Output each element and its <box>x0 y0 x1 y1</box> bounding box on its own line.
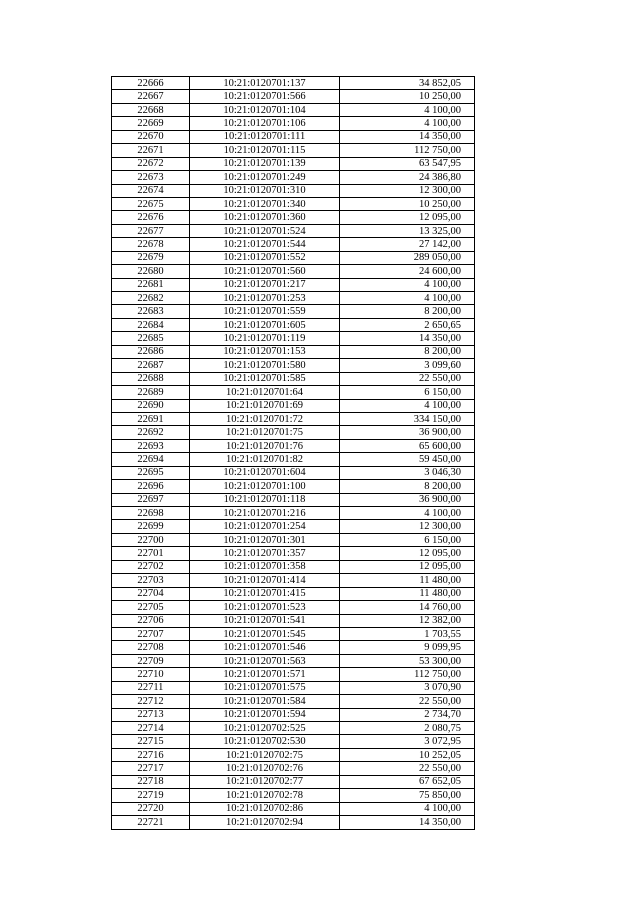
row-number-cell: 22720 <box>112 802 190 815</box>
table-row <box>112 453 475 466</box>
table-row <box>112 722 475 735</box>
cadastral-number-cell: 10:21:0120701:72 <box>190 412 340 425</box>
table-row <box>112 372 475 385</box>
cadastral-number-cell: 10:21:0120701:566 <box>190 90 340 103</box>
cadastral-number-cell: 10:21:0120701:115 <box>190 144 340 157</box>
cadastral-number-cell: 10:21:0120701:545 <box>190 627 340 640</box>
row-number-cell: 22686 <box>112 345 190 358</box>
table-row <box>112 668 475 681</box>
row-number-cell: 22684 <box>112 318 190 331</box>
row-number-cell: 22669 <box>112 117 190 130</box>
table-row <box>112 211 475 224</box>
row-number-cell: 22698 <box>112 507 190 520</box>
table-row <box>112 493 475 506</box>
row-number-cell: 22710 <box>112 668 190 681</box>
table-row <box>112 654 475 667</box>
cadastral-number-cell: 10:21:0120701:249 <box>190 171 340 184</box>
table-row <box>112 520 475 533</box>
amount-cell: 8 200,00 <box>340 480 475 493</box>
cadastral-number-cell: 10:21:0120701:69 <box>190 399 340 412</box>
table-row <box>112 816 475 829</box>
row-number-cell: 22696 <box>112 480 190 493</box>
row-number-cell: 22668 <box>112 103 190 116</box>
amount-cell: 22 550,00 <box>340 372 475 385</box>
cadastral-number-cell: 10:21:0120701:254 <box>190 520 340 533</box>
row-number-cell: 22701 <box>112 547 190 560</box>
amount-cell: 4 100,00 <box>340 399 475 412</box>
amount-cell: 14 350,00 <box>340 332 475 345</box>
table-row <box>112 292 475 305</box>
amount-cell: 14 350,00 <box>340 130 475 143</box>
table-row <box>112 386 475 399</box>
table-row <box>112 789 475 802</box>
row-number-cell: 22712 <box>112 695 190 708</box>
table-row <box>112 681 475 694</box>
cadastral-number-cell: 10:21:0120702:75 <box>190 748 340 761</box>
row-number-cell: 22707 <box>112 627 190 640</box>
amount-cell: 75 850,00 <box>340 789 475 802</box>
row-number-cell: 22695 <box>112 466 190 479</box>
cadastral-number-cell: 10:21:0120701:559 <box>190 305 340 318</box>
row-number-cell: 22690 <box>112 399 190 412</box>
amount-cell: 14 350,00 <box>340 816 475 829</box>
table-row <box>112 77 475 90</box>
data-table <box>111 76 475 830</box>
cadastral-number-cell: 10:21:0120701:552 <box>190 251 340 264</box>
amount-cell: 9 099,95 <box>340 641 475 654</box>
table-row <box>112 762 475 775</box>
cadastral-number-cell: 10:21:0120701:563 <box>190 654 340 667</box>
cadastral-number-cell: 10:21:0120701:358 <box>190 560 340 573</box>
table-row <box>112 171 475 184</box>
row-number-cell: 22680 <box>112 265 190 278</box>
row-number-cell: 22699 <box>112 520 190 533</box>
table-row <box>112 345 475 358</box>
amount-cell: 12 095,00 <box>340 547 475 560</box>
amount-cell: 27 142,00 <box>340 238 475 251</box>
amount-cell: 4 100,00 <box>340 802 475 815</box>
amount-cell: 67 652,05 <box>340 775 475 788</box>
row-number-cell: 22711 <box>112 681 190 694</box>
row-number-cell: 22709 <box>112 654 190 667</box>
amount-cell: 13 325,00 <box>340 224 475 237</box>
table-row <box>112 426 475 439</box>
row-number-cell: 22670 <box>112 130 190 143</box>
amount-cell: 4 100,00 <box>340 507 475 520</box>
cadastral-number-cell: 10:21:0120701:64 <box>190 386 340 399</box>
amount-cell: 6 150,00 <box>340 533 475 546</box>
table-row <box>112 574 475 587</box>
row-number-cell: 22689 <box>112 386 190 399</box>
amount-cell: 3 099,60 <box>340 359 475 372</box>
row-number-cell: 22681 <box>112 278 190 291</box>
table-row <box>112 480 475 493</box>
cadastral-number-cell: 10:21:0120701:357 <box>190 547 340 560</box>
cadastral-number-cell: 10:21:0120701:580 <box>190 359 340 372</box>
cadastral-number-cell: 10:21:0120701:560 <box>190 265 340 278</box>
amount-cell: 24 600,00 <box>340 265 475 278</box>
amount-cell: 2 734,70 <box>340 708 475 721</box>
amount-cell: 22 550,00 <box>340 762 475 775</box>
table-row <box>112 318 475 331</box>
cadastral-number-cell: 10:21:0120702:525 <box>190 722 340 735</box>
row-number-cell: 22693 <box>112 439 190 452</box>
table-row <box>112 695 475 708</box>
amount-cell: 10 250,00 <box>340 90 475 103</box>
table-row <box>112 224 475 237</box>
cadastral-number-cell: 10:21:0120701:575 <box>190 681 340 694</box>
row-number-cell: 22694 <box>112 453 190 466</box>
row-number-cell: 22672 <box>112 157 190 170</box>
amount-cell: 53 300,00 <box>340 654 475 667</box>
cadastral-number-cell: 10:21:0120701:604 <box>190 466 340 479</box>
cadastral-number-cell: 10:21:0120701:544 <box>190 238 340 251</box>
table-row <box>112 735 475 748</box>
amount-cell: 3 046,30 <box>340 466 475 479</box>
amount-cell: 12 300,00 <box>340 520 475 533</box>
amount-cell: 11 480,00 <box>340 574 475 587</box>
row-number-cell: 22678 <box>112 238 190 251</box>
amount-cell: 65 600,00 <box>340 439 475 452</box>
amount-cell: 3 070,90 <box>340 681 475 694</box>
cadastral-number-cell: 10:21:0120701:541 <box>190 614 340 627</box>
row-number-cell: 22679 <box>112 251 190 264</box>
amount-cell: 63 547,95 <box>340 157 475 170</box>
row-number-cell: 22717 <box>112 762 190 775</box>
row-number-cell: 22702 <box>112 560 190 573</box>
table-row <box>112 412 475 425</box>
table-row <box>112 130 475 143</box>
table-row <box>112 238 475 251</box>
amount-cell: 4 100,00 <box>340 117 475 130</box>
cadastral-number-cell: 10:21:0120701:605 <box>190 318 340 331</box>
row-number-cell: 22718 <box>112 775 190 788</box>
amount-cell: 2 650,65 <box>340 318 475 331</box>
cadastral-number-cell: 10:21:0120701:414 <box>190 574 340 587</box>
cadastral-number-cell: 10:21:0120701:106 <box>190 117 340 130</box>
table-row <box>112 90 475 103</box>
table-row <box>112 265 475 278</box>
table-row <box>112 708 475 721</box>
table-row <box>112 507 475 520</box>
row-number-cell: 22716 <box>112 748 190 761</box>
row-number-cell: 22685 <box>112 332 190 345</box>
table-row <box>112 547 475 560</box>
row-number-cell: 22673 <box>112 171 190 184</box>
cadastral-number-cell: 10:21:0120702:86 <box>190 802 340 815</box>
amount-cell: 24 386,80 <box>340 171 475 184</box>
table-row <box>112 533 475 546</box>
cadastral-number-cell: 10:21:0120701:104 <box>190 103 340 116</box>
cadastral-number-cell: 10:21:0120701:585 <box>190 372 340 385</box>
cadastral-number-cell: 10:21:0120701:310 <box>190 184 340 197</box>
amount-cell: 36 900,00 <box>340 426 475 439</box>
row-number-cell: 22705 <box>112 601 190 614</box>
table-row <box>112 278 475 291</box>
table-row <box>112 748 475 761</box>
row-number-cell: 22708 <box>112 641 190 654</box>
cadastral-number-cell: 10:21:0120701:594 <box>190 708 340 721</box>
table-row <box>112 399 475 412</box>
table-row <box>112 601 475 614</box>
amount-cell: 10 250,00 <box>340 197 475 210</box>
cadastral-number-cell: 10:21:0120702:530 <box>190 735 340 748</box>
row-number-cell: 22682 <box>112 292 190 305</box>
amount-cell: 4 100,00 <box>340 103 475 116</box>
table-row <box>112 359 475 372</box>
table-row <box>112 560 475 573</box>
table-row <box>112 197 475 210</box>
row-number-cell: 22719 <box>112 789 190 802</box>
row-number-cell: 22703 <box>112 574 190 587</box>
cadastral-number-cell: 10:21:0120702:78 <box>190 789 340 802</box>
cadastral-number-cell: 10:21:0120701:119 <box>190 332 340 345</box>
amount-cell: 59 450,00 <box>340 453 475 466</box>
amount-cell: 14 760,00 <box>340 601 475 614</box>
amount-cell: 4 100,00 <box>340 292 475 305</box>
cadastral-number-cell: 10:21:0120701:217 <box>190 278 340 291</box>
table-row <box>112 144 475 157</box>
cadastral-number-cell: 10:21:0120701:76 <box>190 439 340 452</box>
row-number-cell: 22715 <box>112 735 190 748</box>
cadastral-number-cell: 10:21:0120702:94 <box>190 816 340 829</box>
amount-cell: 6 150,00 <box>340 386 475 399</box>
cadastral-number-cell: 10:21:0120701:139 <box>190 157 340 170</box>
table-row <box>112 587 475 600</box>
row-number-cell: 22692 <box>112 426 190 439</box>
amount-cell: 12 382,00 <box>340 614 475 627</box>
amount-cell: 11 480,00 <box>340 587 475 600</box>
row-number-cell: 22691 <box>112 412 190 425</box>
amount-cell: 1 703,55 <box>340 627 475 640</box>
table-row <box>112 614 475 627</box>
row-number-cell: 22676 <box>112 211 190 224</box>
cadastral-number-cell: 10:21:0120701:137 <box>190 77 340 90</box>
table-row <box>112 305 475 318</box>
cadastral-number-cell: 10:21:0120701:523 <box>190 601 340 614</box>
amount-cell: 112 750,00 <box>340 144 475 157</box>
cadastral-number-cell: 10:21:0120701:571 <box>190 668 340 681</box>
row-number-cell: 22674 <box>112 184 190 197</box>
amount-cell: 8 200,00 <box>340 305 475 318</box>
cadastral-number-cell: 10:21:0120701:100 <box>190 480 340 493</box>
row-number-cell: 22700 <box>112 533 190 546</box>
row-number-cell: 22706 <box>112 614 190 627</box>
row-number-cell: 22714 <box>112 722 190 735</box>
table-row <box>112 332 475 345</box>
amount-cell: 289 050,00 <box>340 251 475 264</box>
cadastral-number-cell: 10:21:0120701:301 <box>190 533 340 546</box>
table-row <box>112 117 475 130</box>
cadastral-number-cell: 10:21:0120701:524 <box>190 224 340 237</box>
cadastral-number-cell: 10:21:0120701:360 <box>190 211 340 224</box>
amount-cell: 22 550,00 <box>340 695 475 708</box>
amount-cell: 4 100,00 <box>340 278 475 291</box>
row-number-cell: 22697 <box>112 493 190 506</box>
cadastral-number-cell: 10:21:0120701:253 <box>190 292 340 305</box>
cadastral-number-cell: 10:21:0120701:153 <box>190 345 340 358</box>
amount-cell: 334 150,00 <box>340 412 475 425</box>
row-number-cell: 22683 <box>112 305 190 318</box>
table-row <box>112 641 475 654</box>
cadastral-number-cell: 10:21:0120701:216 <box>190 507 340 520</box>
row-number-cell: 22713 <box>112 708 190 721</box>
amount-cell: 112 750,00 <box>340 668 475 681</box>
amount-cell: 2 080,75 <box>340 722 475 735</box>
amount-cell: 12 300,00 <box>340 184 475 197</box>
row-number-cell: 22671 <box>112 144 190 157</box>
row-number-cell: 22704 <box>112 587 190 600</box>
table-row <box>112 184 475 197</box>
amount-cell: 12 095,00 <box>340 211 475 224</box>
row-number-cell: 22688 <box>112 372 190 385</box>
cadastral-number-cell: 10:21:0120702:76 <box>190 762 340 775</box>
cadastral-number-cell: 10:21:0120701:340 <box>190 197 340 210</box>
table-row <box>112 802 475 815</box>
table-row <box>112 775 475 788</box>
table-row <box>112 157 475 170</box>
table-body <box>112 77 475 830</box>
amount-cell: 12 095,00 <box>340 560 475 573</box>
table-row <box>112 466 475 479</box>
row-number-cell: 22687 <box>112 359 190 372</box>
table-row <box>112 251 475 264</box>
amount-cell: 3 072,95 <box>340 735 475 748</box>
row-number-cell: 22677 <box>112 224 190 237</box>
cadastral-number-cell: 10:21:0120701:118 <box>190 493 340 506</box>
cadastral-number-cell: 10:21:0120701:546 <box>190 641 340 654</box>
cadastral-number-cell: 10:21:0120702:77 <box>190 775 340 788</box>
cadastral-number-cell: 10:21:0120701:75 <box>190 426 340 439</box>
amount-cell: 8 200,00 <box>340 345 475 358</box>
cadastral-number-cell: 10:21:0120701:82 <box>190 453 340 466</box>
row-number-cell: 22667 <box>112 90 190 103</box>
row-number-cell: 22675 <box>112 197 190 210</box>
amount-cell: 36 900,00 <box>340 493 475 506</box>
cadastral-number-cell: 10:21:0120701:415 <box>190 587 340 600</box>
table-row <box>112 439 475 452</box>
table-row <box>112 103 475 116</box>
table-row <box>112 627 475 640</box>
amount-cell: 10 252,05 <box>340 748 475 761</box>
row-number-cell: 22721 <box>112 816 190 829</box>
row-number-cell: 22666 <box>112 77 190 90</box>
amount-cell: 34 852,05 <box>340 77 475 90</box>
cadastral-number-cell: 10:21:0120701:584 <box>190 695 340 708</box>
cadastral-number-cell: 10:21:0120701:111 <box>190 130 340 143</box>
